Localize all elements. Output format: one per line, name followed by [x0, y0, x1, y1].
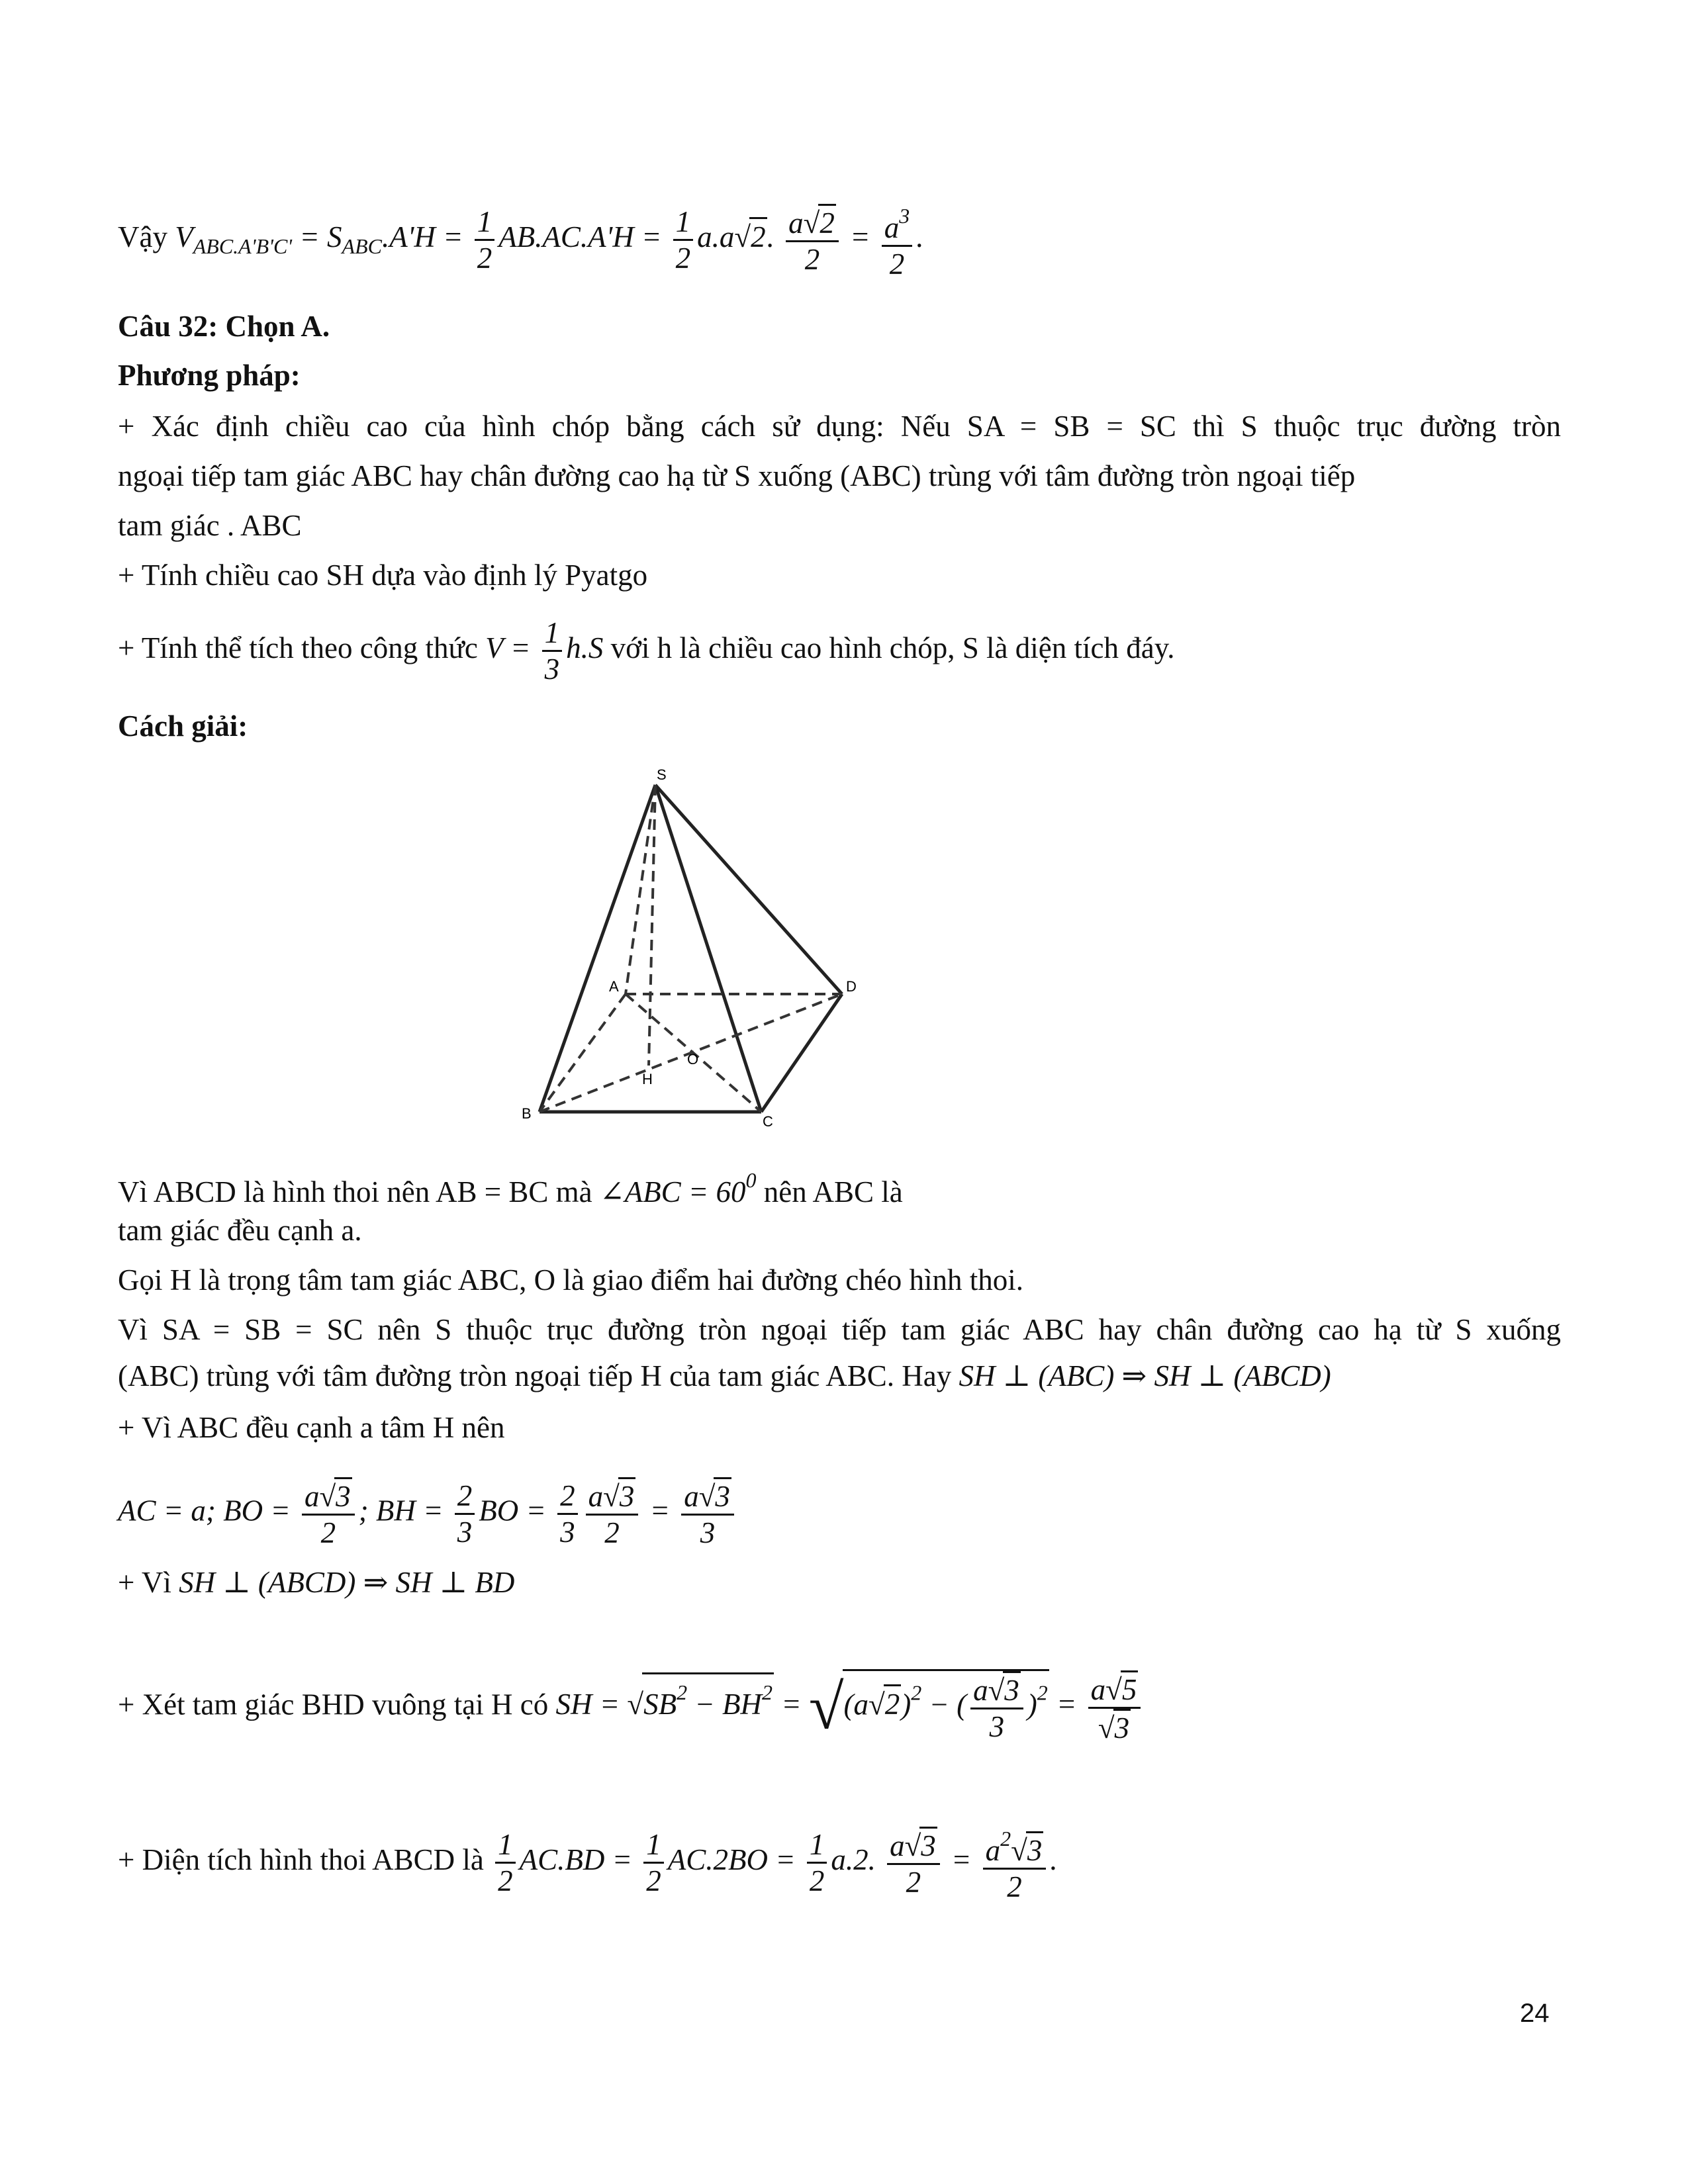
height-formula: SH = $√SB^2 - BH^2 = √(a√2)^2$ − ( $\frac{a√3}{3}$ )$^2$ = $\frac{a√5}{√3}$	[556, 1688, 1145, 1721]
area-formula: $\frac{1}{2}$ AC.BD = $\frac{1}{2}$ AC.2BO = $\frac{1}{2}$ a.2. $\frac{a√3}{2}$ = $\frac{a^2√3}{2}$ .	[491, 1843, 1058, 1876]
solution-line-9-text: + Diện tích hình thoi ABCD là	[118, 1843, 484, 1876]
label-A: A	[609, 978, 619, 995]
edge-SC	[655, 785, 761, 1112]
solution-line-8-text: + Xét tam giác BHD vuông tại H có	[118, 1688, 549, 1721]
method-line-2: ngoại tiếp tam giác ABC hay chân đường cao hạ từ S xuống (ABC) trùng với tâm đường tròn ngoại tiếp	[118, 459, 1356, 492]
method-line-4: + Tính chiều cao SH dựa vào định lý Pyatgo	[118, 559, 648, 592]
perpendicular-formula: SH ⊥ (ABC) ⇒ SH ⊥ (ABCD)	[959, 1359, 1331, 1392]
volume-prefix: Vậy	[118, 220, 167, 253]
question-title: Câu 32: Chọn A.	[118, 310, 330, 343]
label-B: B	[522, 1105, 532, 1122]
label-C: C	[763, 1113, 773, 1130]
method-line-3: tam giác . ABC	[118, 509, 302, 542]
label-S: S	[657, 766, 667, 783]
edge-SD	[655, 785, 842, 994]
solution-line-7-text: + Vì	[118, 1566, 171, 1599]
solution-line-8	[118, 1669, 1145, 1745]
solution-line-1	[118, 1162, 903, 1210]
solution-line-9	[118, 1821, 1058, 1904]
solution-line-2: tam giác đều cạnh a.	[118, 1214, 362, 1247]
solution-heading: Cách giải:	[118, 709, 248, 743]
edge-AB	[539, 994, 626, 1112]
solution-line-5-text: (ABC) trùng với tâm đường tròn ngoại tiếp H của tam giác ABC. Hay	[118, 1359, 952, 1392]
pyramid-figure	[516, 761, 874, 1132]
volume-formula: $V_{ABC.A'B'C'} = S_{ABC}.A'H$ = $\frac{1}{2}$ AB.AC.A'H = $\frac{1}{2}$ a.a√2. $\frac{a√2}{2}$ = $\frac{a^3}{2}$ .	[175, 220, 923, 253]
solution-line-7	[118, 1565, 514, 1600]
solution-line-6: + Vì ABC đều cạnh a tâm H nên	[118, 1411, 505, 1444]
edge-SB	[539, 785, 655, 1112]
method-heading: Phương pháp:	[118, 359, 301, 392]
method-line-1: + Xác định chiều cao của hình chóp bằng cách sử dụng: Nếu SA = SB = SC thì S thuộc trục đường tròn	[118, 410, 1561, 443]
method-line-5a: + Tính thể tích theo công thức	[118, 631, 478, 664]
solution-line-4: Vì SA = SB = SC nên S thuộc trục đường tròn ngoại tiếp tam giác ABC hay chân đường cao hạ từ S xuống	[118, 1313, 1561, 1346]
solution-line-3: Gọi H là trọng tâm tam giác ABC, O là giao điểm hai đường chéo hình thoi.	[118, 1263, 1023, 1297]
method-line-5b: với h là chiều cao hình chóp, S là diện tích đáy.	[610, 631, 1175, 664]
page-number: 24	[1520, 1999, 1550, 2028]
solution-line-1b: nên ABC là	[763, 1175, 903, 1208]
perpendicular-bd-formula: SH ⊥ (ABCD) ⇒ SH ⊥ BD	[179, 1566, 515, 1599]
label-O: O	[687, 1051, 699, 1068]
label-H: H	[642, 1071, 653, 1087]
length-formulas: AC = a; BO = $\frac{a√3}{2}$ ; BH = $\frac{2}{3}$ BO = $\frac{2}{3}$ $\frac{a√3}{2}$ = $\frac{a√3}{3}$	[118, 1477, 738, 1550]
edge-CD	[761, 994, 842, 1112]
volume-formula-general: V = $\frac{1}{3}$ h.S	[485, 616, 611, 686]
angle-formula: ∠ABC = $60^0$	[599, 1168, 757, 1208]
volume-result-line	[118, 199, 923, 281]
solution-line-1a: Vì ABCD là hình thoi nên AB = BC mà	[118, 1175, 592, 1208]
label-D: D	[846, 978, 857, 995]
solution-line-5	[118, 1358, 1331, 1394]
method-line-5	[118, 615, 1175, 686]
